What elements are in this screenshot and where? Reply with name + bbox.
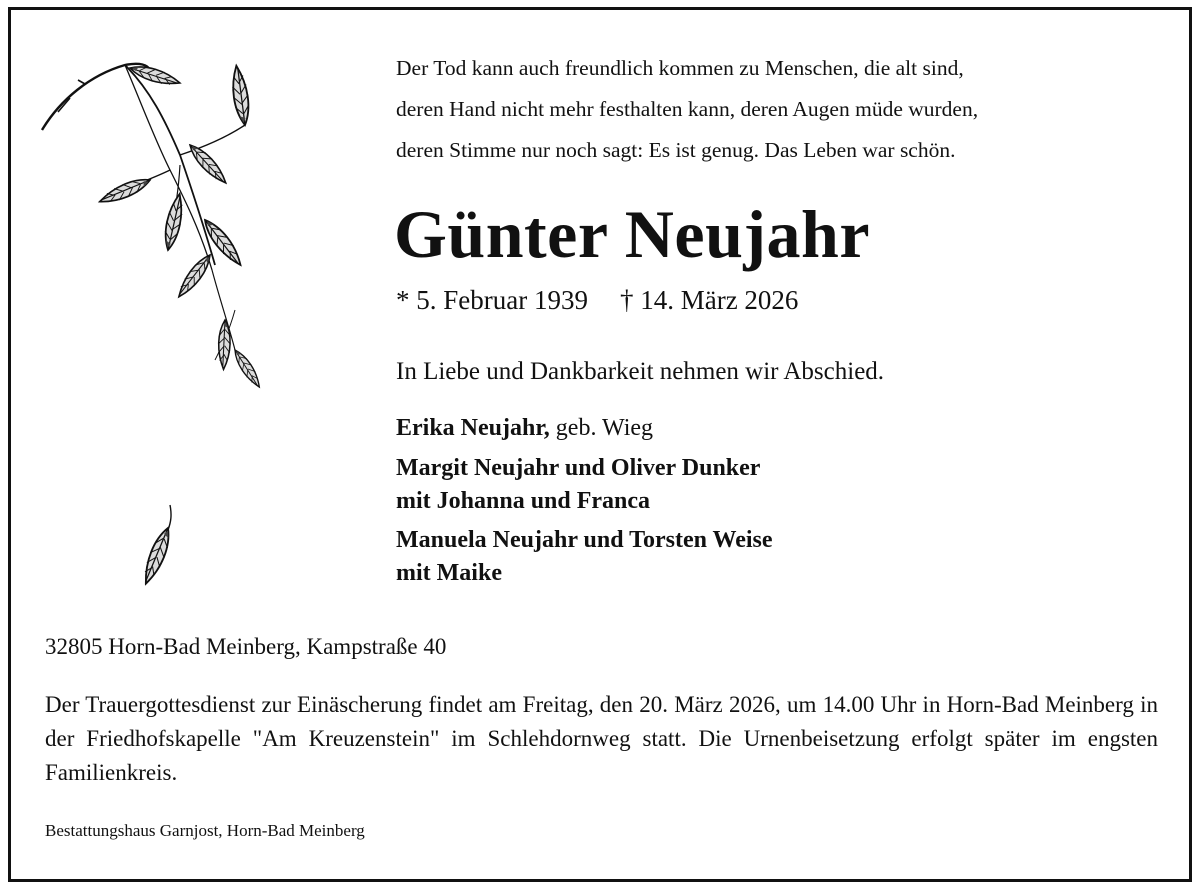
deceased-name: Günter Neujahr [394, 196, 871, 272]
birch-branch-icon [30, 50, 290, 610]
funeral-home: Bestattungshaus Garnjost, Horn-Bad Meinberg [45, 821, 365, 840]
poem-line: Der Tod kann auch freundlich kommen zu Menschen, die alt sind, [396, 56, 964, 80]
widow-maiden-name: geb. Wieg [549, 415, 654, 441]
widow-name: Erika Neujahr, [396, 415, 550, 441]
mourner-line: mit Johanna und Franca [396, 488, 651, 514]
poem-line: deren Stimme nur noch sagt: Es ist genug. Das Leben war schön. [396, 138, 956, 162]
service-info: Der Trauergottesdienst zur Einäscherung findet am Freitag, den 20. März 2026, um 14.00 Uhr in Horn-Bad Meinberg in der Friedhofskapelle "Am Kreuzenstein" im Schlehdornweg statt. Die Urnenbeisetzung erfolgt später im engsten Familienkreis. [45, 692, 1158, 785]
birth-date: * 5. Februar 1939 [396, 285, 588, 315]
mourners-list [396, 410, 773, 590]
family-address: 32805 Horn-Bad Meinberg, Kampstraße 40 [45, 634, 447, 659]
mourner-group [396, 524, 773, 590]
life-dates [396, 280, 798, 320]
mourner-group [396, 452, 773, 518]
death-date: † 14. März 2026 [619, 285, 799, 315]
poem [396, 48, 978, 171]
farewell-text: In Liebe und Dankbarkeit nehmen wir Abschied. [396, 358, 885, 385]
mourner-line: Manuela Neujahr und Torsten Weise [396, 527, 773, 553]
mourner-widow [396, 410, 773, 446]
mourner-line: Margit Neujahr und Oliver Dunker [396, 455, 761, 481]
mourner-line: mit Maike [396, 560, 502, 586]
poem-line: deren Hand nicht mehr festhalten kann, deren Augen müde wurden, [396, 97, 979, 121]
